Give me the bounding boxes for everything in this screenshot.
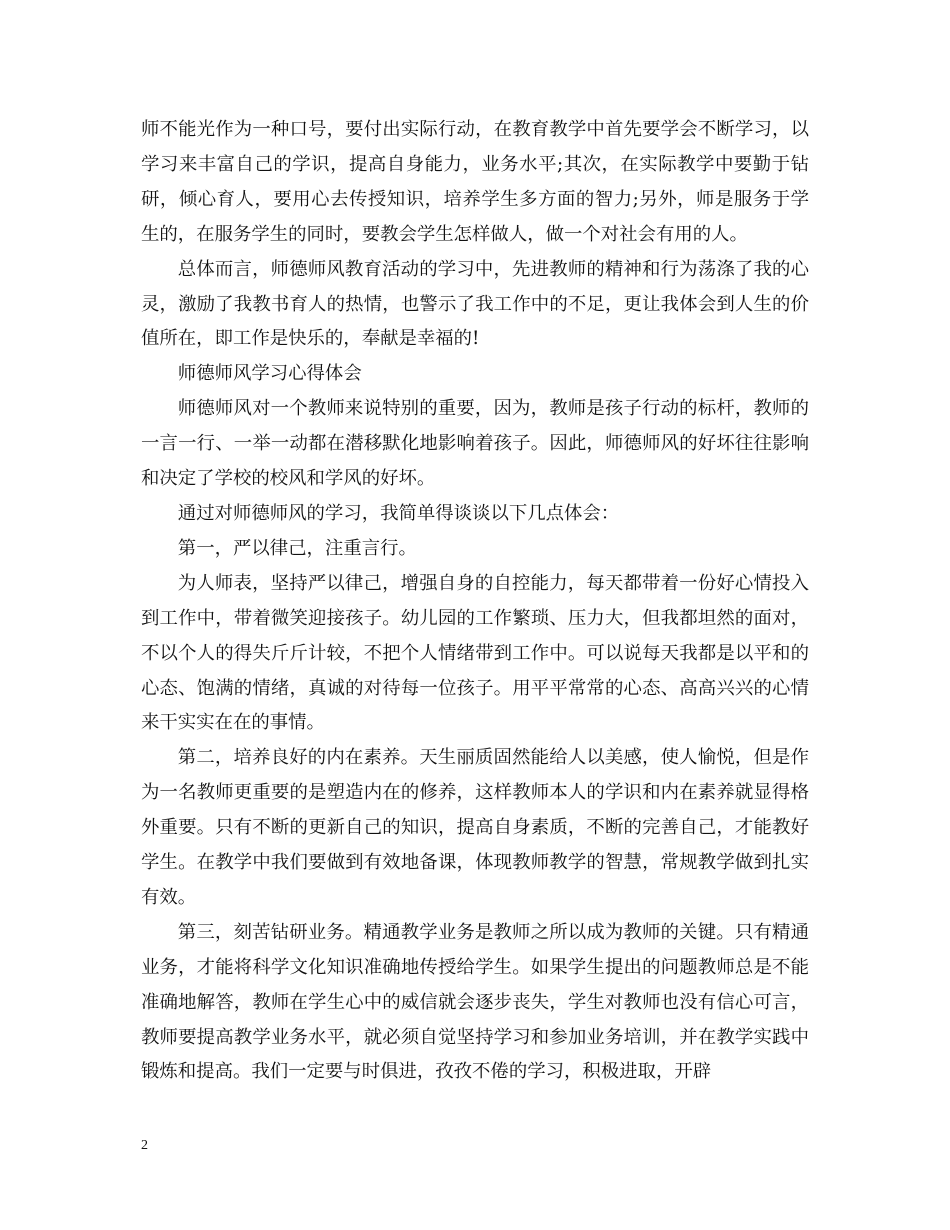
section-heading: 师德师风学习心得体会 bbox=[177, 363, 362, 385]
paragraph-4: 通过对师德师风的学习，我简单得谈谈以下几点体会： bbox=[177, 502, 620, 524]
page-number: 2 bbox=[141, 1138, 148, 1153]
paragraph-8: 第三，刻苦钻研业务。精通教学业务是教师之所以成为教师的关键。只有精通业务，才能将科学文化知识准确地传授给学生。如果学生提出的问题教师总是不能准确地解答，教师在学生心中的威信就会逐步丧失，学生对教师也没有信心可言，教师要提高教学业务水平，就必须自觉坚持学习和参加业务培训，并在教学实践中锻炼和提高。我们一定要与时俱进，孜孜不倦的学习，积极进取，开辟 bbox=[141, 921, 809, 1083]
document-body bbox=[141, 113, 809, 1090]
paragraph-7: 第二，培养良好的内在素养。天生丽质固然能给人以美感，使人愉悦，但是作为一名教师更重要的是塑造内在的修养，这样教师本人的学识和内在素养就显得格外重要。只有不断的更新自己的知识，提高自身素质，不断的完善自己，才能教好学生。在教学中我们要做到有效地备课，体现教师教学的智慧，常规教学做到扎实有效。 bbox=[141, 747, 809, 908]
paragraph-5: 第一，严以律己，注重言行。 bbox=[177, 537, 417, 559]
paragraph-1: 师不能光作为一种口号，要付出实际行动，在教育教学中首先要学会不断学习，以学习来丰富自己的学识，提高自身能力，业务水平;其次，在实际教学中要勤于钻研，倾心育人，要用心去传授知识，培养学生多方面的智力;另外，师是服务于学生的，在服务学生的同时，要教会学生怎样做人，做一个对社会有用的人。 bbox=[141, 119, 809, 245]
paragraph-2: 总体而言，师德师风教育活动的学习中，先进教师的精神和行为荡涤了我的心灵，激励了我教书育人的热情，也警示了我工作中的不足，更让我体会到人生的价值所在，即工作是快乐的，奉献是幸福的! bbox=[141, 258, 809, 350]
paragraph-6: 为人师表，坚持严以律己，增强自身的自控能力，每天都带着一份好心情投入到工作中，带着微笑迎接孩子。幼儿园的工作繁琐、压力大，但我都坦然的面对，不以个人的得失斤斤计较，不把个人情绪带到工作中。可以说每天我都是以平和的心态、饱满的情绪，真诚的对待每一位孩子。用平平常常的心态、高高兴兴的心情来干实实在在的事情。 bbox=[141, 572, 809, 734]
paragraph-3: 师德师风对一个教师来说特别的重要，因为，教师是孩子行动的标杆，教师的一言一行、一举一动都在潜移默化地影响着孩子。因此，师德师风的好坏往往影响和决定了学校的校风和学风的好坏。 bbox=[141, 398, 809, 490]
